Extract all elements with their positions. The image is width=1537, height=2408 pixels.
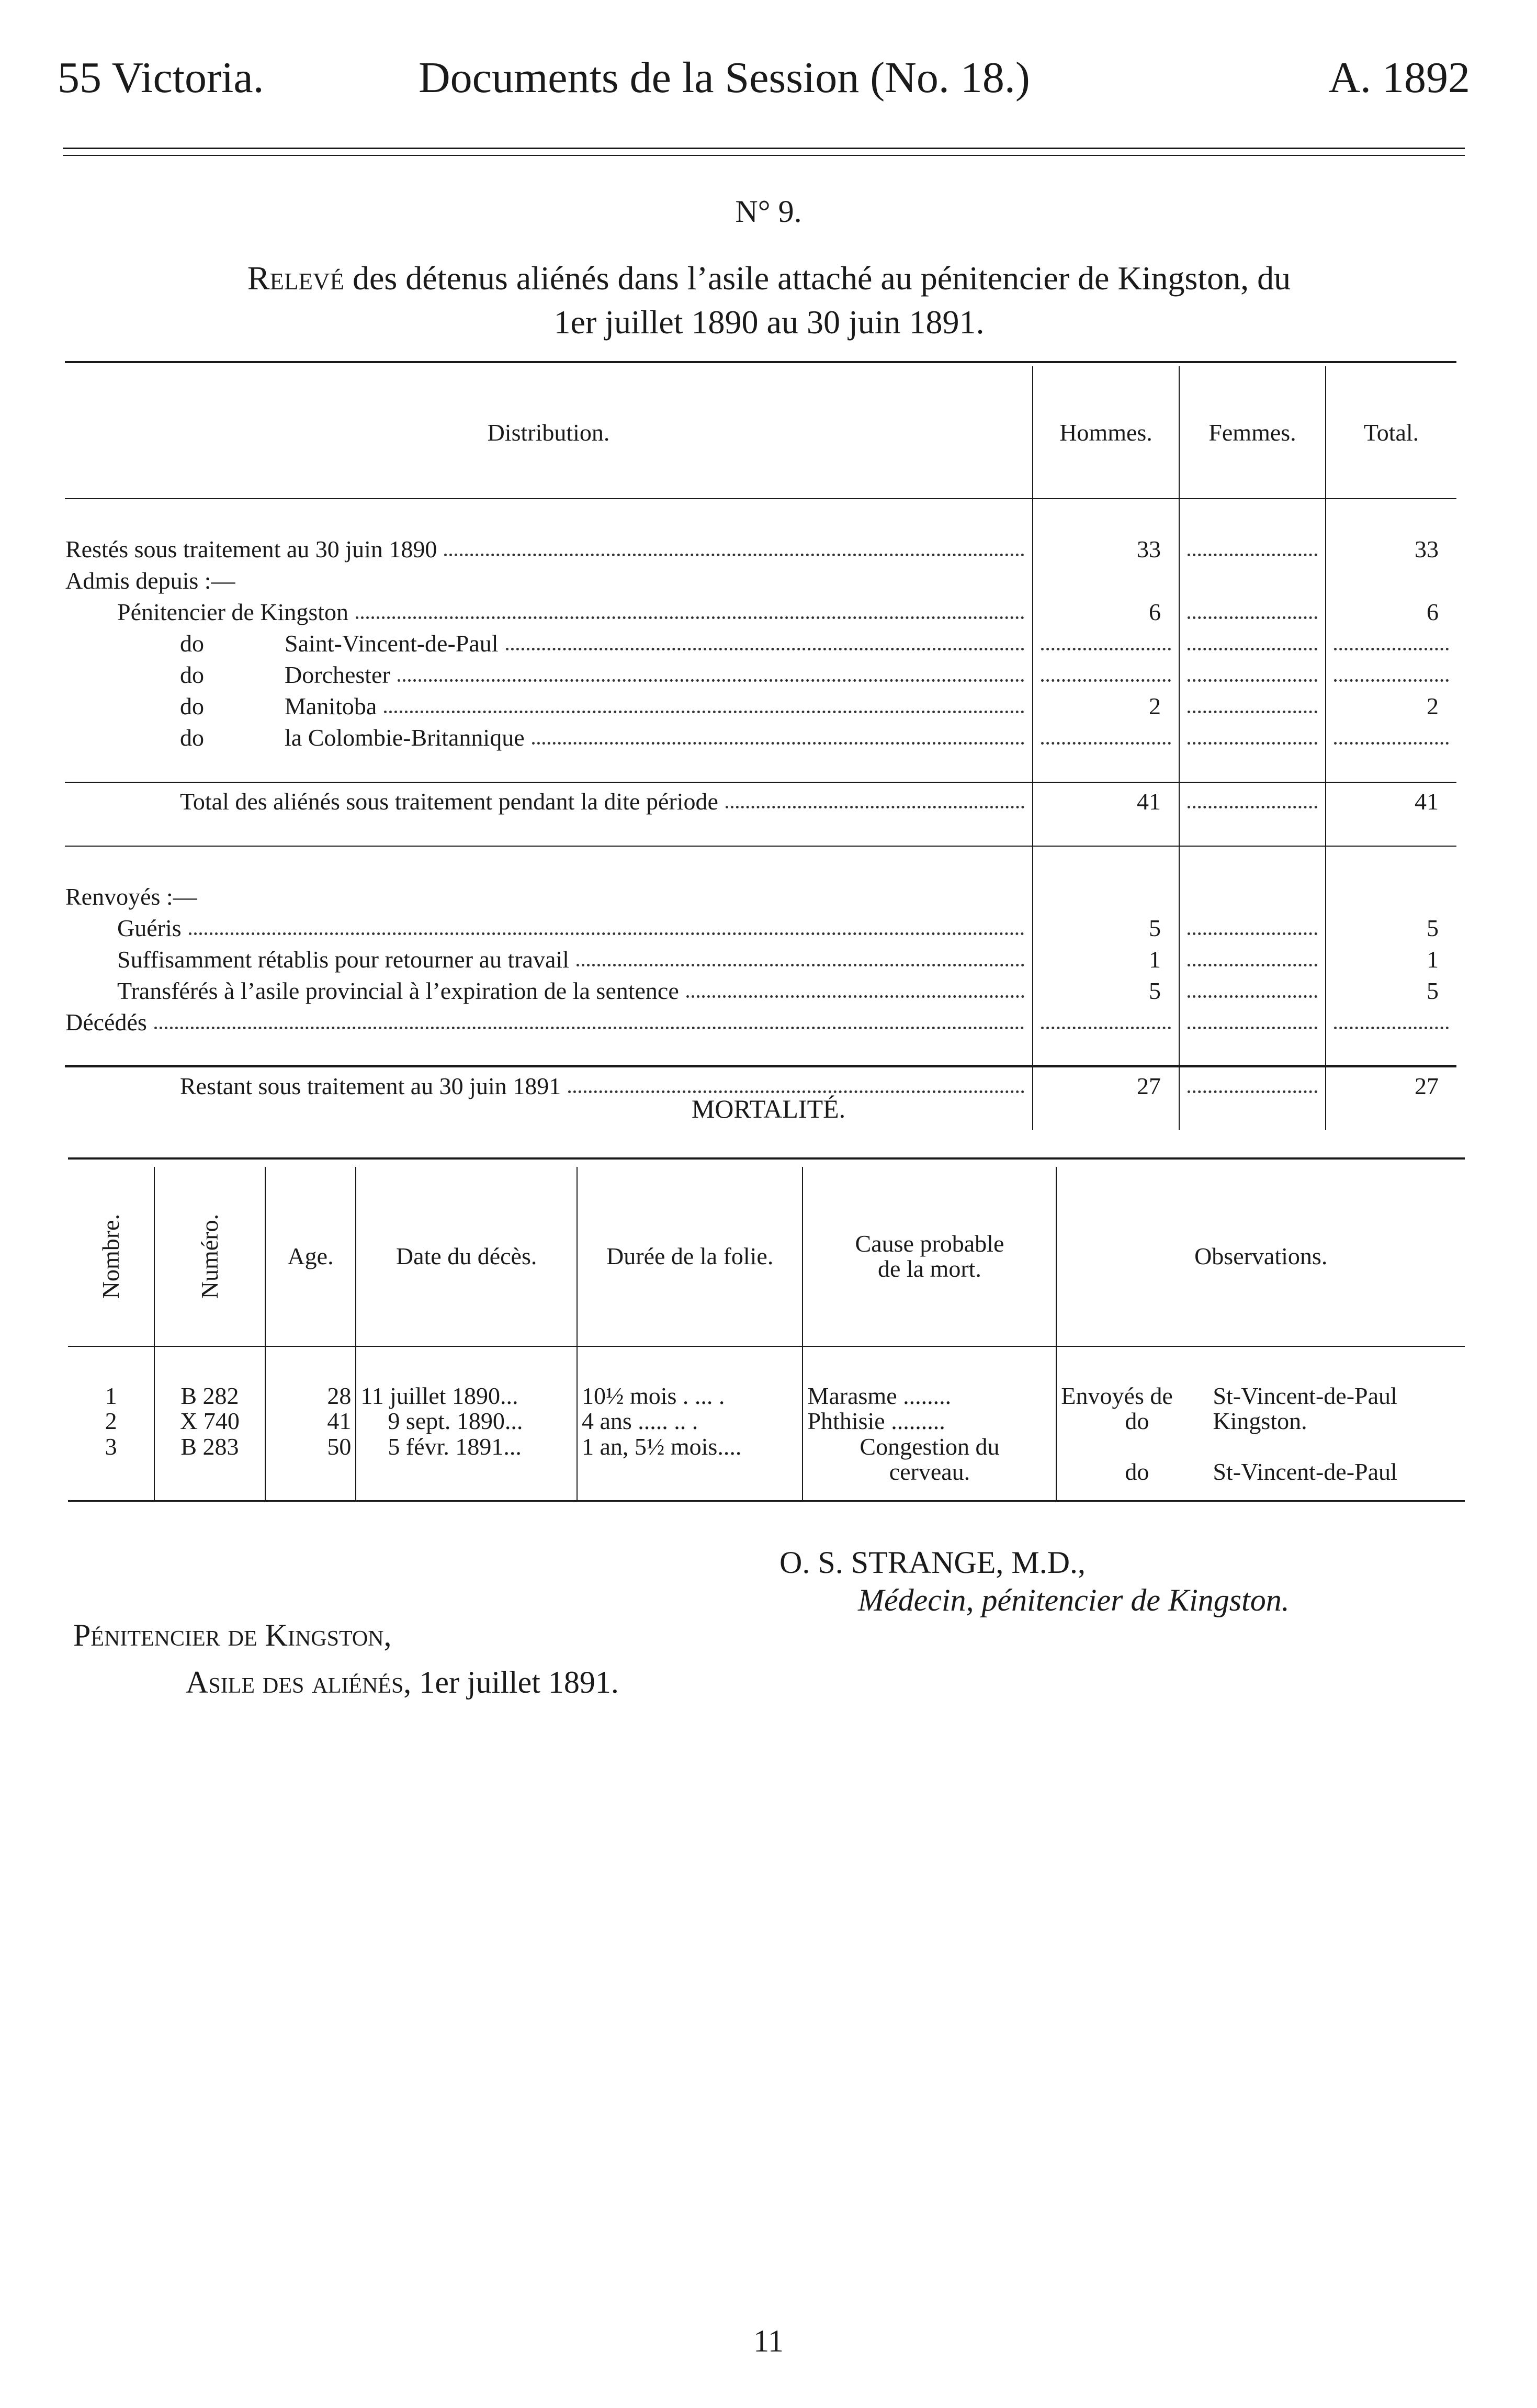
page-number: 11	[753, 2324, 784, 2358]
mortalite-rule-top	[68, 1157, 1465, 1160]
cell-numero: X 740	[154, 1409, 265, 1434]
ditto-mark: do	[180, 661, 204, 688]
cell-date: 5 févr. 1891...	[356, 1434, 577, 1501]
table-row	[65, 593, 1456, 625]
cell-hommes: 6	[1033, 593, 1179, 625]
table-row	[68, 1409, 1465, 1434]
cell-total: 5	[1326, 972, 1456, 1004]
table-row	[65, 562, 1456, 593]
cell-hommes: 33	[1033, 531, 1179, 562]
cell-date: 11 juillet 1890...	[356, 1346, 577, 1409]
cell-age: 28	[265, 1346, 356, 1409]
cell-total: 1	[1326, 941, 1456, 972]
col-age: Age.	[265, 1167, 356, 1346]
cell-nombre: 1	[105, 1382, 117, 1409]
col-nombre	[68, 1167, 154, 1346]
cell-cause: Phthisie .........	[803, 1409, 1056, 1434]
mortalite-header-row	[68, 1167, 1465, 1346]
cell-hommes: 2	[1033, 688, 1179, 719]
place-line2-date: 1er juillet 1891.	[411, 1665, 619, 1700]
header-rule-bottom	[63, 155, 1465, 156]
table-row	[65, 531, 1456, 562]
row-label: Renvoyés :—	[65, 883, 197, 910]
col-date: Date du décès.	[356, 1167, 577, 1346]
row-label: Pénitencier de Kingston	[117, 599, 349, 625]
header-rule-top	[63, 148, 1465, 149]
cell-date: 9 sept. 1890...	[356, 1409, 577, 1434]
table-row	[65, 941, 1456, 972]
mortalite-table	[68, 1167, 1465, 1502]
header-title: Documents de la Session (No. 18.)	[419, 53, 1030, 102]
header-session: 55 Victoria.	[58, 53, 264, 102]
obs-a: do	[1125, 1408, 1149, 1435]
cell-observations	[1056, 1434, 1465, 1501]
row-label: Restés sous traitement au 30 juin 1890	[65, 536, 437, 562]
col-femmes: Femmes.	[1179, 366, 1326, 499]
cell-hommes: 5	[1033, 972, 1179, 1004]
table-row	[68, 1346, 1465, 1409]
obs-b: Kingston.	[1213, 1408, 1307, 1435]
col-total: Total.	[1326, 366, 1456, 499]
table-row	[65, 972, 1456, 1004]
place-line2	[73, 1659, 619, 1706]
cell-hommes: 1	[1033, 941, 1179, 972]
cell-nombre: 3	[68, 1434, 154, 1501]
cell-observations	[1056, 1346, 1465, 1409]
col-numero	[154, 1167, 265, 1346]
table-rule-bottom	[65, 1065, 1456, 1067]
cell-total: 5	[1326, 909, 1456, 941]
cell-hommes: 5	[1033, 909, 1179, 941]
table-row	[68, 1434, 1465, 1501]
cell-total: 27	[1326, 1067, 1456, 1099]
cell-duree: 1 an, 5½ mois....	[577, 1434, 803, 1501]
cell-total: 33	[1326, 531, 1456, 562]
row-label: Saint-Vincent-de-Paul	[285, 630, 499, 657]
table-row	[65, 688, 1456, 719]
row-label: Total des aliénés sous traitement pendant la dite période	[180, 788, 718, 815]
cell-duree: 10½ mois . ... .	[577, 1346, 803, 1409]
col-cause-l2: de la mort.	[877, 1255, 981, 1282]
cell-age: 41	[265, 1409, 356, 1434]
col-distribution: Distribution.	[65, 366, 1033, 499]
cell-cause	[803, 1434, 1056, 1501]
signature-title: Médecin, pénitencier de Kingston.	[858, 1583, 1290, 1617]
table-row	[65, 878, 1456, 909]
obs-a: do	[1125, 1458, 1149, 1485]
cause-l2: cerveau.	[889, 1458, 970, 1485]
title-lead: Relevé	[247, 260, 344, 297]
place-line2-name: Asile des aliénés,	[186, 1665, 412, 1700]
obs-b: St-Vincent-de-Paul	[1213, 1458, 1397, 1485]
cell-total: 2	[1326, 688, 1456, 719]
col-nombre-label: Nombre.	[97, 1213, 124, 1299]
cell-nombre: 2	[105, 1408, 117, 1435]
row-label: Dorchester	[285, 661, 390, 688]
distribution-header-row	[65, 366, 1456, 499]
ditto-mark: do	[180, 630, 204, 657]
cell-numero: B 282	[154, 1346, 265, 1409]
table-row	[65, 625, 1456, 656]
table-row	[65, 656, 1456, 688]
ditto-mark: do	[180, 724, 204, 751]
title-line1: des détenus aliénés dans l’asile attaché au pénitencier de Kingston, du	[344, 260, 1291, 297]
obs-a: Envoyés de	[1061, 1382, 1173, 1409]
table-row	[65, 719, 1456, 750]
row-label: Admis depuis :—	[65, 567, 235, 594]
row-label: la Colombie-Britannique	[285, 724, 525, 751]
title-line2: 1er juillet 1890 au 30 juin 1891.	[553, 303, 985, 341]
table-row	[65, 909, 1456, 941]
col-observations: Observations.	[1056, 1167, 1465, 1346]
place-date-block	[73, 1612, 619, 1706]
col-numero-label: Numéro.	[196, 1213, 223, 1299]
col-cause-l1: Cause probable	[855, 1230, 1004, 1257]
cell-total: 41	[1326, 782, 1456, 814]
table-row	[65, 1004, 1456, 1035]
table-row	[65, 782, 1456, 814]
signature-block	[779, 1544, 1290, 1619]
cause-l1: Congestion du	[860, 1433, 1000, 1460]
col-hommes: Hommes.	[1033, 366, 1179, 499]
cell-observations	[1056, 1409, 1465, 1434]
document-title	[105, 256, 1433, 344]
row-label: Transférés à l’asile provincial à l’expiration de la sentence	[117, 977, 679, 1004]
row-label: Restant sous traitement au 30 juin 1891	[180, 1073, 561, 1099]
row-label: Manitoba	[285, 693, 377, 719]
running-header	[58, 52, 1470, 105]
signature-name: O. S. STRANGE, M.D.,	[779, 1545, 1086, 1580]
col-cause	[803, 1167, 1056, 1346]
ditto-mark: do	[180, 693, 204, 719]
row-label: Décédés	[65, 1009, 147, 1036]
cell-age: 50	[265, 1434, 356, 1501]
place-line1: Pénitencier de Kingston,	[73, 1618, 392, 1652]
cell-total: 6	[1326, 593, 1456, 625]
header-year: A. 1892	[1328, 53, 1470, 102]
obs-b: St-Vincent-de-Paul	[1213, 1382, 1397, 1409]
cell-numero: B 283	[154, 1434, 265, 1501]
row-label: Suffisamment rétablis pour retourner au travail	[117, 946, 569, 973]
document-number: N° 9.	[735, 194, 802, 229]
cell-duree: 4 ans ..... .. .	[577, 1409, 803, 1434]
cell-cause: Marasme ........	[803, 1346, 1056, 1409]
mortalite-title: MORTALITÉ.	[691, 1094, 846, 1123]
col-duree: Durée de la folie.	[577, 1167, 803, 1346]
cell-hommes: 41	[1033, 782, 1179, 814]
row-label: Guéris	[117, 915, 182, 941]
distribution-table	[65, 366, 1456, 1130]
table-rule-top	[65, 361, 1456, 363]
cell-hommes: 27	[1033, 1067, 1179, 1099]
